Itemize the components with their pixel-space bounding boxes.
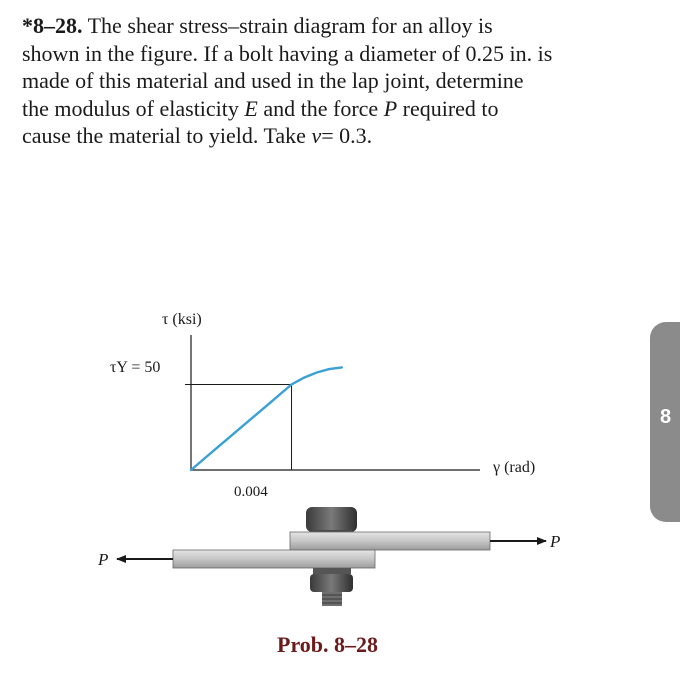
chapter-tab-label: 8 xyxy=(660,406,672,428)
lap-joint xyxy=(97,507,560,606)
chapter-tab xyxy=(650,322,680,522)
bolt-nut xyxy=(310,574,353,592)
figure-caption: Prob. 8–28 xyxy=(277,632,379,657)
left-force-label: P xyxy=(98,550,109,569)
stress-strain-curve xyxy=(191,367,342,470)
problem-line-5b: = 0.3. xyxy=(321,123,373,148)
symbol-P: P xyxy=(383,95,398,121)
problem-number: *8–28. xyxy=(22,13,83,38)
symbol-nu: ν xyxy=(311,123,322,148)
problem-line-4b: and the force xyxy=(263,95,379,121)
problem-line-1: The shear stress–strain diagram for an alloy is xyxy=(87,13,493,38)
right-force-label: P xyxy=(550,532,561,551)
y-axis-label: τ (ksi) xyxy=(162,311,202,328)
upper-plate xyxy=(290,532,490,550)
problem-line-5a: cause the material to yield. Take xyxy=(22,123,306,148)
lower-plate xyxy=(173,550,375,568)
symbol-E: E xyxy=(244,95,258,121)
yield-stress-label: τY = 50 xyxy=(110,359,161,376)
x-tick-label: 0.004 xyxy=(234,484,268,500)
problem-line-3: made of this material and used in the lap joint, determine xyxy=(22,68,524,93)
problem-line-4a: the modulus of elasticity xyxy=(22,95,239,121)
problem-line-4c: required to xyxy=(402,95,499,121)
bolt-head xyxy=(306,507,357,532)
x-axis-label: γ (rad) xyxy=(493,459,536,476)
problem-line-2: shown in the figure. If a bolt having a diameter of 0.25 in. is xyxy=(22,40,553,66)
